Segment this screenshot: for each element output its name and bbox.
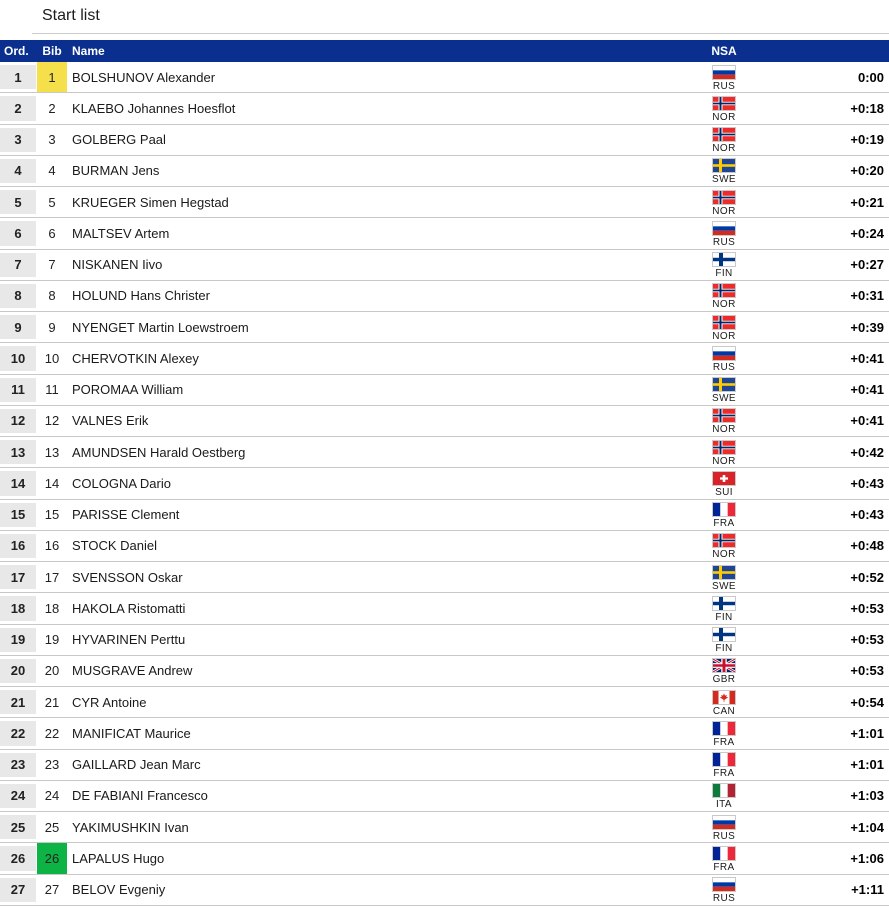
header-nsa: NSA (711, 44, 737, 58)
nsa-code-label: SUI (715, 486, 733, 498)
bib-cell: 21 (44, 694, 60, 710)
start-time: +0:54 (850, 694, 884, 710)
bib-cell: 12 (44, 413, 60, 429)
nsa-code-label: NOR (712, 111, 736, 123)
bib-cell: 20 (44, 663, 60, 679)
order-value: 22 (0, 721, 36, 745)
table-row[interactable] (0, 843, 889, 874)
start-time: +0:24 (850, 225, 884, 241)
athlete-name: POROMAA William (72, 382, 184, 398)
start-time: +0:43 (850, 507, 884, 523)
nsa-code-label: GBR (712, 674, 736, 686)
athlete-name: HOLUND Hans Christer (72, 288, 210, 304)
start-time: +0:21 (850, 194, 884, 210)
table-row[interactable] (0, 593, 889, 624)
nsa-code-label: NOR (712, 549, 736, 561)
bib-cell: 19 (44, 632, 60, 648)
nsa-cell (649, 468, 799, 498)
order-value: 13 (0, 440, 36, 464)
bib-cell: 11 (45, 382, 59, 398)
flag-rus-icon (712, 221, 736, 236)
order-value: 16 (0, 534, 36, 558)
table-row[interactable] (0, 218, 889, 249)
athlete-name: GAILLARD Jean Marc (72, 757, 201, 773)
nsa-cell (649, 500, 799, 530)
order-cell (0, 812, 37, 842)
nsa-cell (649, 625, 799, 655)
flag-fra-icon (712, 502, 736, 517)
flag-swe-icon (712, 377, 736, 392)
bib-cell: 14 (44, 475, 60, 491)
table-header-row (0, 40, 889, 62)
order-cell (0, 281, 37, 311)
page-title: Start list (42, 7, 100, 24)
nsa-cell (649, 406, 799, 436)
flag-fra-icon (712, 752, 736, 767)
athlete-name: NISKANEN Iivo (72, 257, 163, 273)
bib-cell: 17 (44, 569, 60, 585)
order-value: 15 (0, 503, 36, 527)
nsa-code-label: FRA (713, 861, 735, 873)
flag-rus-icon (712, 877, 736, 892)
nsa-code-label: CAN (712, 705, 736, 717)
table-row[interactable] (0, 437, 889, 468)
table-row[interactable] (0, 656, 889, 687)
table-row[interactable] (0, 156, 889, 187)
bib-cell: 8 (48, 288, 56, 304)
table-row[interactable] (0, 562, 889, 593)
table-row[interactable] (0, 125, 889, 156)
nsa-code-label: SWE (712, 174, 736, 186)
order-cell (0, 531, 37, 561)
nsa-cell (649, 187, 799, 217)
flag-ita-icon (712, 783, 736, 798)
order-cell (0, 343, 37, 373)
athlete-name: DE FABIANI Francesco (72, 788, 208, 804)
start-time: +0:41 (850, 350, 884, 366)
nsa-code-label: NOR (712, 330, 736, 342)
bib-cell: 10 (44, 350, 60, 366)
athlete-name: CYR Antoine (72, 694, 147, 710)
athlete-name: VALNES Erik (72, 413, 149, 429)
order-cell (0, 125, 37, 155)
bib-cell: 15 (44, 507, 60, 523)
athlete-name: MUSGRAVE Andrew (72, 663, 193, 679)
start-time: +0:31 (850, 288, 884, 304)
bib-cell: 26 (37, 843, 67, 873)
nsa-code-label: NOR (712, 299, 736, 311)
athlete-name: BURMAN Jens (72, 163, 160, 179)
flag-swe-icon (712, 565, 736, 580)
start-time: +1:01 (850, 725, 884, 741)
order-cell (0, 687, 37, 717)
order-cell (0, 656, 37, 686)
bib-cell: 4 (48, 163, 56, 179)
nsa-cell (649, 531, 799, 561)
start-time: +0:18 (850, 100, 884, 116)
order-cell (0, 750, 37, 780)
table-row[interactable] (0, 62, 889, 93)
start-time: +1:06 (850, 850, 884, 866)
athlete-name: HYVARINEN Perttu (72, 632, 186, 648)
nsa-cell (649, 62, 799, 92)
start-time: +0:41 (850, 413, 884, 429)
order-cell (0, 718, 37, 748)
nsa-cell (649, 218, 799, 248)
start-time: +0:39 (850, 319, 884, 335)
start-time: +1:11 (851, 882, 884, 898)
order-value: 5 (0, 190, 36, 214)
order-value: 21 (0, 690, 36, 714)
athlete-name: COLOGNA Dario (72, 475, 171, 491)
table-row[interactable] (0, 250, 889, 281)
nsa-cell (649, 750, 799, 780)
nsa-cell (649, 593, 799, 623)
flag-fin-icon (712, 627, 736, 642)
start-time: +1:01 (850, 757, 884, 773)
nsa-code-label: SWE (712, 580, 736, 592)
table-row[interactable] (0, 531, 889, 562)
athlete-name: BELOV Evgeniy (72, 882, 166, 898)
order-cell (0, 218, 37, 248)
order-value: 8 (0, 284, 36, 308)
nsa-cell (649, 812, 799, 842)
bib-cell: 9 (48, 319, 56, 335)
nsa-cell (649, 843, 799, 873)
athlete-name: KRUEGER Simen Hegstad (72, 194, 229, 210)
start-time: +0:53 (850, 632, 884, 648)
nsa-cell (649, 687, 799, 717)
header-ord: Ord. (4, 44, 29, 58)
athlete-name: MANIFICAT Maurice (72, 725, 191, 741)
table-row[interactable] (0, 343, 889, 374)
order-value: 27 (0, 878, 36, 902)
order-value: 4 (0, 159, 36, 183)
nsa-code-label: SWE (712, 393, 736, 405)
nsa-code-label: ITA (715, 799, 732, 811)
start-time: +0:42 (850, 444, 884, 460)
order-value: 11 (0, 378, 36, 402)
nsa-code-label: NOR (712, 143, 736, 155)
nsa-cell (649, 343, 799, 373)
nsa-cell (649, 781, 799, 811)
flag-nor-icon (712, 127, 736, 142)
order-cell (0, 781, 37, 811)
bib-cell: 18 (44, 600, 60, 616)
order-value: 12 (0, 409, 36, 433)
nsa-code-label: NOR (712, 424, 736, 436)
nsa-cell (649, 437, 799, 467)
table-row[interactable] (0, 281, 889, 312)
nsa-cell (649, 875, 799, 905)
athlete-name: SVENSSON Oskar (72, 569, 183, 585)
table-body (0, 62, 889, 906)
athlete-name: AMUNDSEN Harald Oestberg (72, 444, 246, 460)
order-cell (0, 250, 37, 280)
order-value: 6 (0, 221, 36, 245)
nsa-code-label: FRA (713, 518, 735, 530)
nsa-code-label: FRA (713, 768, 735, 780)
nsa-code-label: RUS (712, 361, 736, 373)
flag-nor-icon (712, 315, 736, 330)
bib-cell: 16 (44, 538, 60, 554)
start-time: +0:41 (850, 382, 884, 398)
order-value: 2 (0, 96, 36, 120)
nsa-code-label: RUS (712, 893, 736, 905)
bib-cell: 2 (48, 100, 56, 116)
flag-fra-icon (712, 846, 736, 861)
flag-swe-icon (712, 158, 736, 173)
order-cell (0, 156, 37, 186)
start-time: +0:52 (850, 569, 884, 585)
athlete-name: BOLSHUNOV Alexander (72, 69, 216, 85)
nsa-cell (649, 656, 799, 686)
bib-cell: 5 (48, 194, 56, 210)
athlete-name: YAKIMUSHKIN Ivan (72, 819, 189, 835)
nsa-code-label: FIN (715, 643, 733, 655)
header-name: Name (72, 44, 105, 58)
header-bib: Bib (42, 44, 62, 58)
nsa-code-label: RUS (712, 80, 736, 92)
flag-fin-icon (712, 596, 736, 611)
bib-cell: 24 (44, 788, 60, 804)
table-row[interactable] (0, 500, 889, 531)
flag-sui-icon (712, 471, 736, 486)
start-time: +0:43 (850, 475, 884, 491)
nsa-cell (649, 156, 799, 186)
athlete-name: LAPALUS Hugo (72, 850, 165, 866)
flag-can-icon (712, 690, 736, 705)
table-row[interactable] (0, 718, 889, 749)
table-row[interactable] (0, 625, 889, 656)
start-time: +1:03 (850, 788, 884, 804)
order-cell (0, 312, 37, 342)
flag-fra-icon (712, 721, 736, 736)
flag-fin-icon (712, 252, 736, 267)
bib-cell: 1 (37, 62, 67, 92)
flag-nor-icon (712, 283, 736, 298)
athlete-name: NYENGET Martin Loewstroem (72, 319, 249, 335)
order-cell (0, 562, 37, 592)
order-value: 3 (0, 128, 36, 152)
athlete-name: MALTSEV Artem (72, 225, 170, 241)
table-row[interactable] (0, 687, 889, 718)
start-time: 0:00 (857, 69, 884, 85)
table-row[interactable] (0, 312, 889, 343)
title-divider (32, 33, 889, 34)
order-cell (0, 375, 37, 405)
table-row[interactable] (0, 750, 889, 781)
nsa-cell (649, 250, 799, 280)
order-value: 24 (0, 784, 36, 808)
nsa-cell (649, 312, 799, 342)
nsa-cell (649, 281, 799, 311)
order-value: 20 (0, 659, 36, 683)
athlete-name: PARISSE Clement (72, 507, 180, 523)
order-cell (0, 406, 37, 436)
bib-cell: 23 (44, 757, 60, 773)
table-row[interactable] (0, 375, 889, 406)
start-time: +0:53 (850, 600, 884, 616)
order-value: 17 (0, 565, 36, 589)
order-value: 10 (0, 346, 36, 370)
order-value: 7 (0, 253, 36, 277)
order-cell (0, 62, 37, 92)
order-value: 9 (0, 315, 36, 339)
order-cell (0, 875, 37, 905)
start-time: +0:53 (850, 663, 884, 679)
start-time: +0:27 (850, 257, 884, 273)
table-row[interactable] (0, 187, 889, 218)
flag-nor-icon (712, 190, 736, 205)
nsa-code-label: NOR (712, 205, 736, 217)
order-cell (0, 500, 37, 530)
nsa-code-label: FIN (715, 268, 733, 280)
athlete-name: KLAEBO Johannes Hoesflot (72, 100, 236, 116)
bib-cell: 27 (44, 882, 60, 898)
nsa-cell (649, 125, 799, 155)
nsa-code-label: RUS (712, 830, 736, 842)
flag-rus-icon (712, 346, 736, 361)
flag-nor-icon (712, 533, 736, 548)
flag-rus-icon (712, 65, 736, 80)
start-time: +0:19 (850, 132, 884, 148)
table-row[interactable] (0, 406, 889, 437)
nsa-code-label: FRA (713, 736, 735, 748)
order-cell (0, 593, 37, 623)
order-cell (0, 625, 37, 655)
table-row[interactable] (0, 781, 889, 812)
bib-cell: 13 (44, 444, 60, 460)
order-cell (0, 437, 37, 467)
bib-cell: 7 (48, 257, 56, 273)
order-value: 26 (0, 846, 36, 870)
start-time: +0:48 (850, 538, 884, 554)
order-value: 23 (0, 753, 36, 777)
start-time: +0:20 (850, 163, 884, 179)
athlete-name: HAKOLA Ristomatti (72, 600, 186, 616)
table-row[interactable] (0, 875, 889, 906)
bib-cell: 22 (44, 725, 60, 741)
flag-rus-icon (712, 815, 736, 830)
flag-nor-icon (712, 96, 736, 111)
athlete-name: GOLBERG Paal (72, 132, 166, 148)
flag-gbr-icon (712, 658, 736, 673)
table-row[interactable] (0, 812, 889, 843)
nsa-cell (649, 93, 799, 123)
table-row[interactable] (0, 93, 889, 124)
athlete-name: CHERVOTKIN Alexey (72, 350, 199, 366)
flag-nor-icon (712, 408, 736, 423)
bib-cell: 6 (48, 225, 56, 241)
nsa-cell (649, 375, 799, 405)
order-value: 1 (0, 65, 36, 89)
bib-cell: 3 (48, 132, 56, 148)
athlete-name: STOCK Daniel (72, 538, 158, 554)
start-list-table (0, 40, 889, 906)
nsa-code-label: FIN (715, 611, 733, 623)
order-cell (0, 468, 37, 498)
nsa-cell (649, 562, 799, 592)
table-row[interactable] (0, 468, 889, 499)
flag-nor-icon (712, 440, 736, 455)
nsa-code-label: RUS (712, 236, 736, 248)
order-cell (0, 843, 37, 873)
order-cell (0, 187, 37, 217)
order-cell (0, 93, 37, 123)
bib-cell: 25 (44, 819, 60, 835)
order-value: 25 (0, 815, 36, 839)
order-value: 18 (0, 596, 36, 620)
order-value: 19 (0, 628, 36, 652)
start-time: +1:04 (850, 819, 884, 835)
nsa-code-label: NOR (712, 455, 736, 467)
nsa-cell (649, 718, 799, 748)
order-value: 14 (0, 471, 36, 495)
